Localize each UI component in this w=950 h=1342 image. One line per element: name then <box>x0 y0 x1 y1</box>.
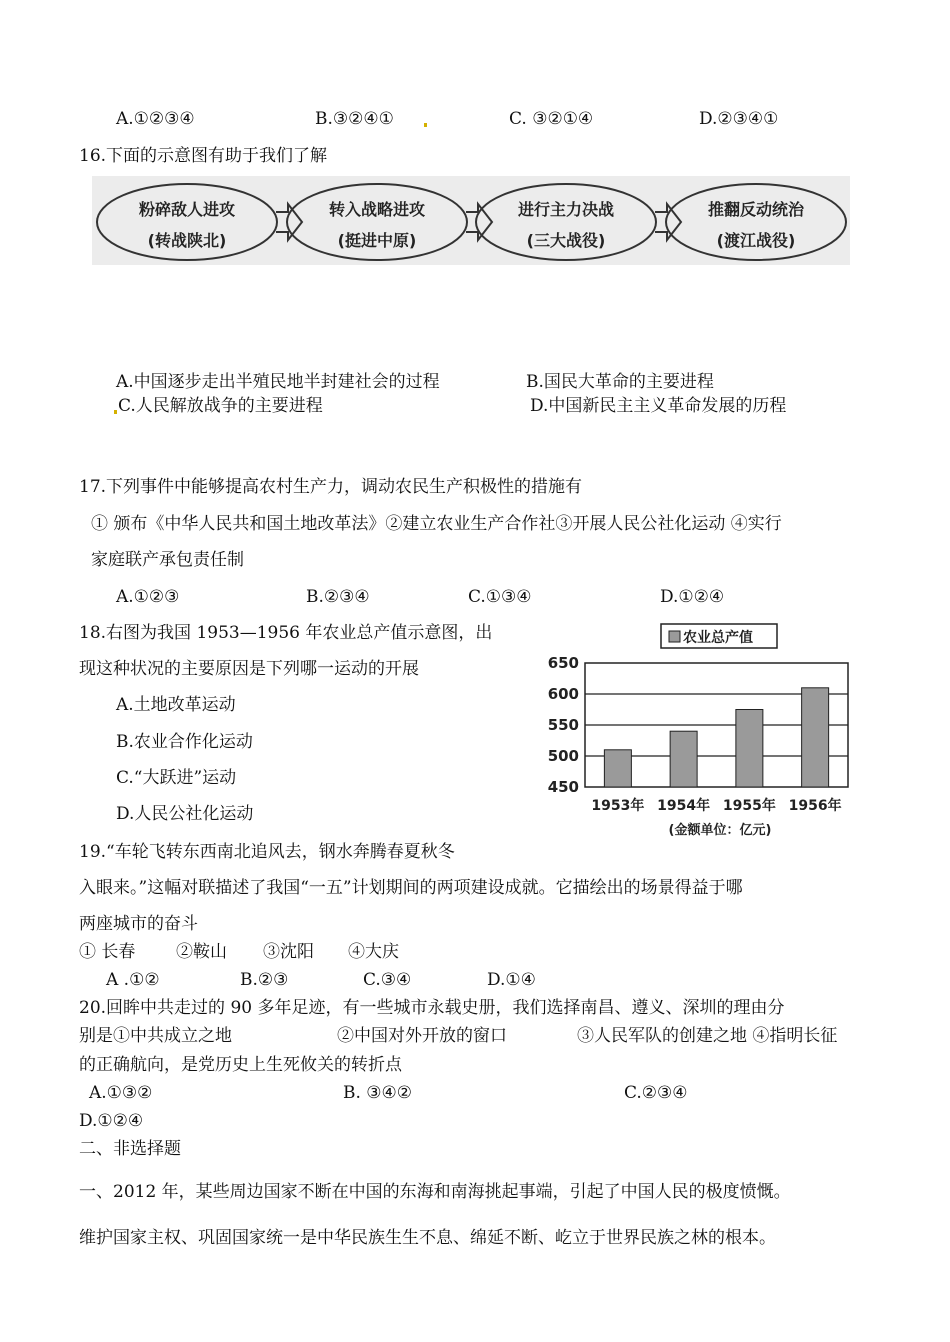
y-tick-label: 600 <box>547 685 579 703</box>
q15-option-b: B.③②④① <box>315 109 394 129</box>
q17-option-b: B.②③④ <box>306 587 370 607</box>
q20-option-d: D.①②④ <box>79 1111 144 1131</box>
flow-step-3-sub: (三大战役) <box>526 231 606 250</box>
q18-stem-line1: 18.右图为我国 1953—1956 年农业总产值示意图，出 <box>79 623 493 643</box>
q16-option-d: D.中国新民主主义革命发展的历程 <box>530 396 787 416</box>
q17-items-line1: ① 颁布《中华人民共和国土地改革法》②建立农业生产合作社③开展人民公社化运动 ④实行 <box>91 514 782 534</box>
q16-option-a: A.中国逐步走出半殖民地半封建社会的过程 <box>116 372 440 392</box>
q20-option-b: B. ③④② <box>343 1083 413 1103</box>
q16-flow-diagram <box>92 176 850 265</box>
q19-item-1: ① 长春 <box>79 942 136 962</box>
agri-output-bar-chart <box>535 620 855 845</box>
yellow-mark <box>424 123 427 127</box>
flow-step-4-main: 推翻反动统治 <box>707 200 805 219</box>
q16-option-c: C.人民解放战争的主要进程 <box>118 396 323 416</box>
q19-item-3: ③沈阳 <box>263 942 314 962</box>
bar <box>604 750 631 787</box>
section-heading: 二、非选择题 <box>79 1139 181 1159</box>
q20-option-c: C.②③④ <box>624 1083 688 1103</box>
q16-option-b: B.国民大革命的主要进程 <box>526 372 714 392</box>
q18-stem-line2: 现这种状况的主要原因是下列哪一运动的开展 <box>79 659 419 679</box>
x-tick-label: 1954年 <box>657 798 711 814</box>
q20-option-a: A.①③② <box>89 1083 153 1103</box>
y-tick-label: 500 <box>547 747 579 765</box>
q17-option-a: A.①②③ <box>116 587 180 607</box>
q19-option-b: B.②③ <box>240 970 289 990</box>
q15-option-c: C. ③②①④ <box>509 109 594 129</box>
q19-line1: 19.“车轮飞转东西南北追风去，钢水奔腾春夏秋冬 <box>79 842 455 862</box>
y-tick-label: 650 <box>547 654 579 672</box>
q17-option-d: D.①②④ <box>660 587 725 607</box>
q17-items-line2: 家庭联产承包责任制 <box>91 550 244 570</box>
q19-item-4: ④大庆 <box>348 942 399 962</box>
q20-line1: 20.回眸中共走过的 90 多年足迹，有一些城市永载史册，我们选择南昌、遵义、深圳的理由分 <box>79 998 785 1018</box>
flow-step-2-main: 转入战略进攻 <box>328 200 426 219</box>
legend-label: 农业总产值 <box>683 630 753 646</box>
q18-option-d: D.人民公社化运动 <box>116 804 254 824</box>
flow-step-3-main: 进行主力决战 <box>517 200 615 219</box>
bar <box>670 731 697 787</box>
q20-line2-b: ②中国对外开放的窗口 <box>337 1026 507 1046</box>
bar <box>802 688 829 787</box>
q19-item-2: ②鞍山 <box>176 942 227 962</box>
q19-option-d: D.①④ <box>487 970 536 990</box>
q19-option-a: A .①② <box>106 970 160 990</box>
x-tick-label: 1953年 <box>591 798 645 814</box>
part2-paragraph-2: 维护国家主权、巩固国家统一是中华民族生生不息、绵延不断、屹立于世界民族之林的根本。 <box>79 1228 776 1248</box>
flow-step-4-sub: (渡江战役) <box>716 231 796 250</box>
q18-option-c: C.“大跃进”运动 <box>116 768 237 788</box>
q19-option-c: C.③④ <box>363 970 412 990</box>
q20-line2-c: ③人民军队的创建之地 ④指明长征 <box>577 1026 838 1046</box>
part2-paragraph-1: 一、2012 年，某些周边国家不断在中国的东海和南海挑起事端，引起了中国人民的极度愤慨。 <box>79 1182 791 1202</box>
q17-option-c: C.①③④ <box>468 587 532 607</box>
legend-swatch <box>669 631 680 642</box>
x-tick-label: 1956年 <box>788 798 842 814</box>
y-tick-label: 450 <box>547 778 579 796</box>
q15-option-d: D.②③④① <box>699 109 779 129</box>
chart-unit-note: (金额单位：亿元) <box>668 823 772 838</box>
q18-option-b: B.农业合作化运动 <box>116 732 253 752</box>
q20-line2-a: 别是①中共成立之地 <box>79 1026 232 1046</box>
q17-stem: 17.下列事件中能够提高农村生产力，调动农民生产积极性的措施有 <box>79 477 583 497</box>
flow-step-1-main: 粉碎敌人进攻 <box>138 200 236 219</box>
x-tick-label: 1955年 <box>722 798 776 814</box>
q16-stem: 16.下面的示意图有助于我们了解 <box>79 146 328 166</box>
q19-line2: 入眼来。”这幅对联描述了我国“一五”计划期间的两项建设成就。它描绘出的场景得益于哪 <box>79 878 743 898</box>
flow-step-2-sub: (挺进中原) <box>337 231 417 250</box>
q20-line3: 的正确航向，是党历史上生死攸关的转折点 <box>79 1055 402 1075</box>
flow-step-1-sub: (转战陕北) <box>147 231 227 250</box>
yellow-mark <box>114 410 117 414</box>
chart-legend <box>661 624 777 648</box>
q18-option-a: A.土地改革运动 <box>116 695 236 715</box>
q19-line3: 两座城市的奋斗 <box>79 914 198 934</box>
y-tick-label: 550 <box>547 716 579 734</box>
q15-option-a: A.①②③④ <box>116 109 195 129</box>
bar <box>736 710 763 788</box>
